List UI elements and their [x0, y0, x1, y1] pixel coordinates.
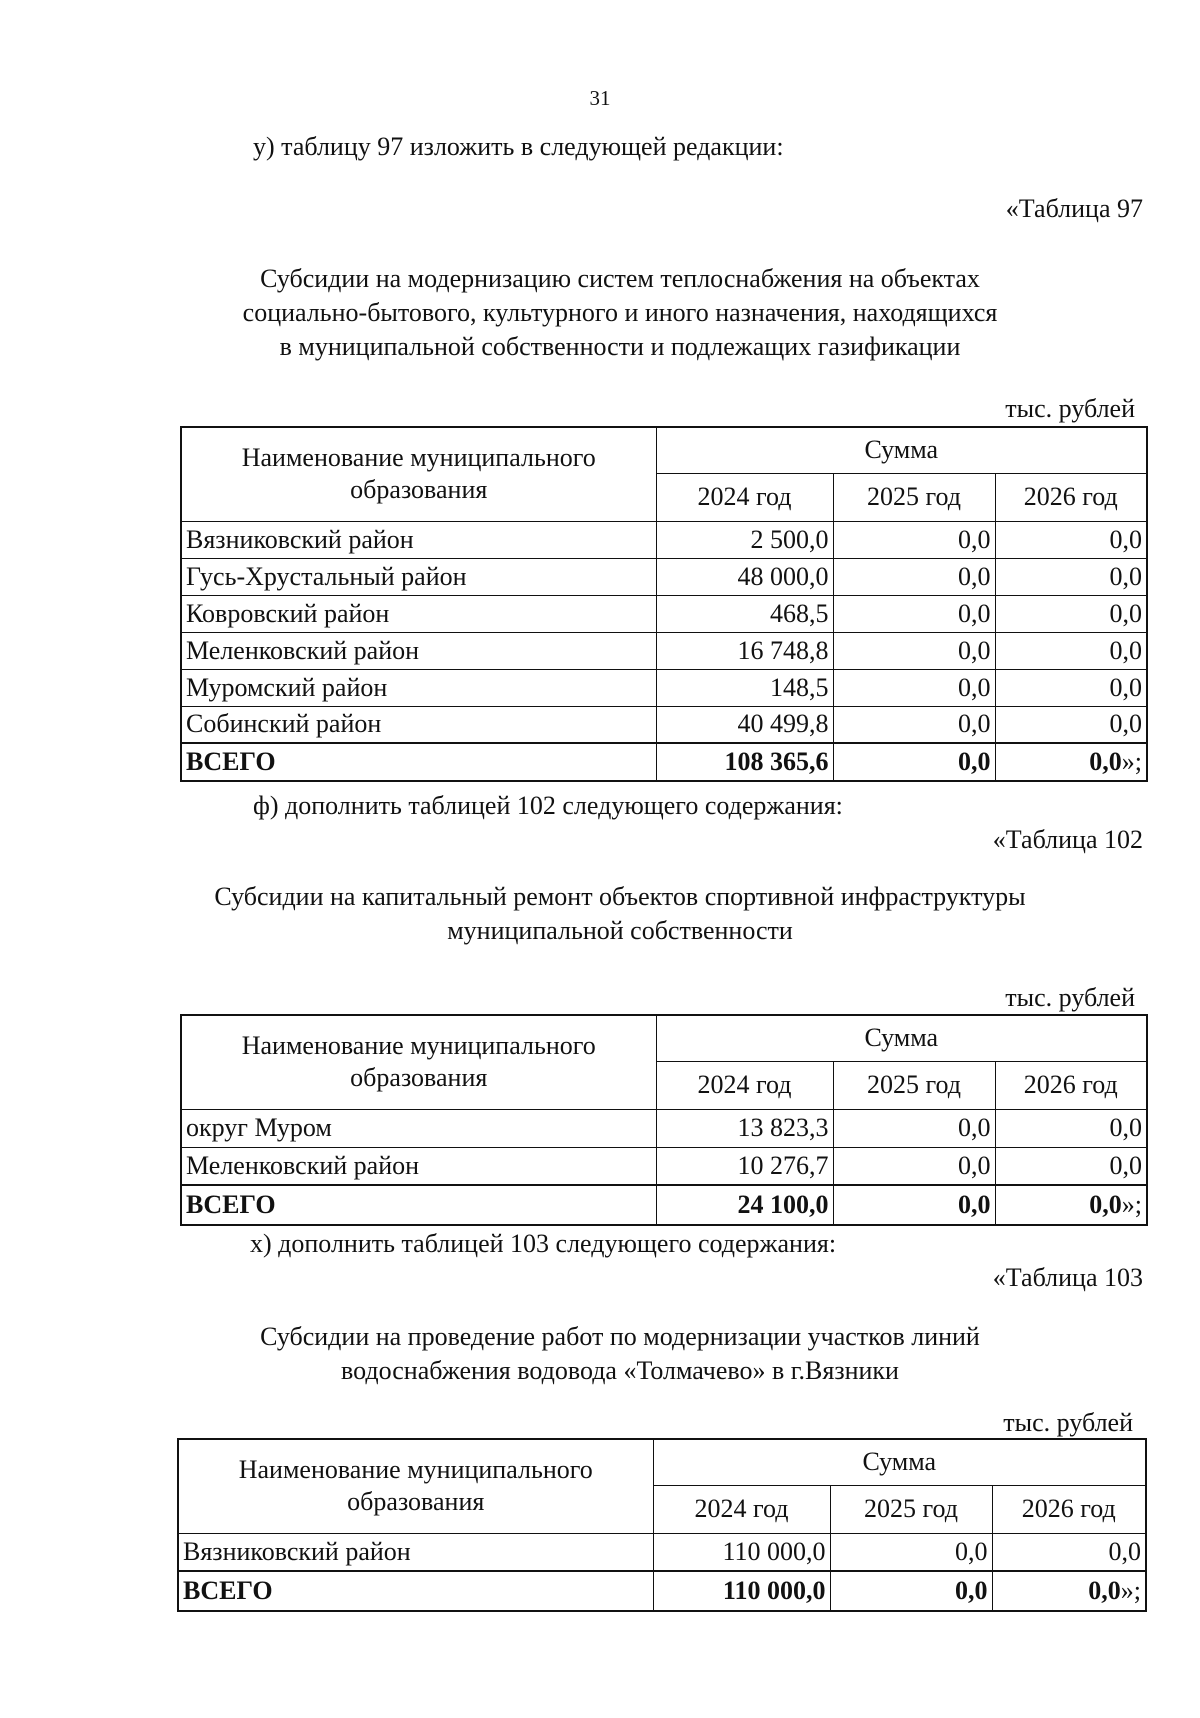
total-value: [995, 743, 1147, 781]
row-name: Собинский район: [181, 706, 656, 743]
table-row: [178, 1533, 1146, 1571]
total-value: 110 000,0: [653, 1571, 830, 1611]
table-title-103: [120, 1320, 1120, 1388]
total-value: [995, 1185, 1147, 1225]
table-row: [181, 595, 1147, 632]
row-value: 0,0: [995, 706, 1147, 743]
section-intro-102: ф) дополнить таблицей 102 следующего содержания:: [253, 791, 843, 820]
header-year: 2026 год: [995, 1061, 1147, 1109]
row-value: 48 000,0: [656, 558, 833, 595]
table-97: [180, 426, 1148, 782]
table-row: [181, 706, 1147, 743]
header-sum: Сумма: [656, 427, 1147, 473]
title-line: Субсидии на проведение работ по модернизации участков линий: [260, 1322, 980, 1351]
total-name: ВСЕГО: [181, 1185, 656, 1225]
header-name: Наименование муниципального образования: [181, 427, 656, 521]
row-name: Меленковский район: [181, 632, 656, 669]
row-value: 0,0: [833, 706, 995, 743]
row-value: 0,0: [830, 1533, 992, 1571]
closing-quote: »;: [1120, 1576, 1142, 1605]
unit-label-102: тыс. рублей: [1005, 983, 1135, 1012]
row-name: Меленковский район: [181, 1147, 656, 1185]
total-value-number: 0,0: [1088, 1576, 1121, 1605]
total-value: 0,0: [830, 1571, 992, 1611]
header-sum: Сумма: [653, 1439, 1146, 1485]
row-value: 0,0: [995, 632, 1147, 669]
row-value: 148,5: [656, 669, 833, 706]
page-number: 31: [589, 86, 611, 110]
total-name: ВСЕГО: [181, 743, 656, 781]
total-value: [992, 1571, 1146, 1611]
unit-label-103: тыс. рублей: [1003, 1408, 1133, 1437]
row-value: 0,0: [995, 1147, 1147, 1185]
total-value: 108 365,6: [656, 743, 833, 781]
total-row: [181, 1185, 1147, 1225]
total-row: [181, 743, 1147, 781]
row-value: 40 499,8: [656, 706, 833, 743]
table-103: [177, 1438, 1147, 1612]
row-value: 0,0: [833, 1109, 995, 1147]
total-value-number: 0,0: [1089, 1190, 1122, 1219]
row-name: Гусь-Хрустальный район: [181, 558, 656, 595]
unit-label-97: тыс. рублей: [1005, 394, 1135, 423]
section-intro-97: у) таблицу 97 изложить в следующей редакции:: [253, 132, 784, 161]
table-102: [180, 1014, 1148, 1226]
row-value: 0,0: [995, 521, 1147, 558]
header-year: 2024 год: [656, 473, 833, 521]
row-value: 0,0: [833, 1147, 995, 1185]
header-sum: Сумма: [656, 1015, 1147, 1061]
header-year: 2024 год: [656, 1061, 833, 1109]
header-year: 2024 год: [653, 1485, 830, 1533]
total-value-number: 0,0: [1089, 747, 1122, 776]
total-value: 24 100,0: [656, 1185, 833, 1225]
row-value: 468,5: [656, 595, 833, 632]
title-line: водоснабжения водовода «Толмачево» в г.Вязники: [341, 1356, 899, 1385]
title-line: социально-бытового, культурного и иного назначения, находящихся: [242, 298, 998, 327]
table-row: [181, 1109, 1147, 1147]
title-line: муниципальной собственности: [447, 916, 793, 945]
header-name: Наименование муниципального образования: [178, 1439, 653, 1533]
table-label-97: «Таблица 97: [1005, 194, 1143, 223]
row-value: 2 500,0: [656, 521, 833, 558]
header-year: 2026 год: [992, 1485, 1146, 1533]
table-row: [181, 669, 1147, 706]
closing-quote: »;: [1121, 1190, 1143, 1219]
row-value: 13 823,3: [656, 1109, 833, 1147]
table-title-97: [120, 262, 1120, 364]
closing-quote: »;: [1121, 747, 1143, 776]
row-value: 10 276,7: [656, 1147, 833, 1185]
title-line: Субсидии на капитальный ремонт объектов спортивной инфраструктуры: [214, 882, 1026, 911]
row-value: 0,0: [995, 1109, 1147, 1147]
header-name: Наименование муниципального образования: [181, 1015, 656, 1109]
total-value: 0,0: [833, 1185, 995, 1225]
row-value: 0,0: [995, 595, 1147, 632]
row-name: Ковровский район: [181, 595, 656, 632]
row-value: 0,0: [833, 632, 995, 669]
total-name: ВСЕГО: [178, 1571, 653, 1611]
row-value: 0,0: [995, 558, 1147, 595]
table-row: [181, 558, 1147, 595]
row-value: 0,0: [833, 558, 995, 595]
total-value: 0,0: [833, 743, 995, 781]
table-row: [181, 1147, 1147, 1185]
row-value: 0,0: [833, 521, 995, 558]
table-row: [181, 521, 1147, 558]
table-row: [181, 632, 1147, 669]
header-year: 2025 год: [830, 1485, 992, 1533]
row-value: 0,0: [833, 669, 995, 706]
row-value: 0,0: [995, 669, 1147, 706]
row-value: 0,0: [992, 1533, 1146, 1571]
header-year: 2026 год: [995, 473, 1147, 521]
header-year: 2025 год: [833, 473, 995, 521]
row-name: Вязниковский район: [181, 521, 656, 558]
row-name: округ Муром: [181, 1109, 656, 1147]
title-line: в муниципальной собственности и подлежащих газификации: [279, 332, 961, 361]
section-intro-103: х) дополнить таблицей 103 следующего содержания:: [250, 1229, 837, 1258]
row-value: 0,0: [833, 595, 995, 632]
total-row: [178, 1571, 1146, 1611]
row-name: Муромский район: [181, 669, 656, 706]
header-year: 2025 год: [833, 1061, 995, 1109]
row-value: 16 748,8: [656, 632, 833, 669]
row-name: Вязниковский район: [178, 1533, 653, 1571]
table-title-102: [120, 880, 1120, 948]
table-label-102: «Таблица 102: [992, 825, 1143, 854]
table-label-103: «Таблица 103: [992, 1263, 1143, 1292]
row-value: 110 000,0: [653, 1533, 830, 1571]
title-line: Субсидии на модернизацию систем теплоснабжения на объектах: [260, 264, 980, 293]
